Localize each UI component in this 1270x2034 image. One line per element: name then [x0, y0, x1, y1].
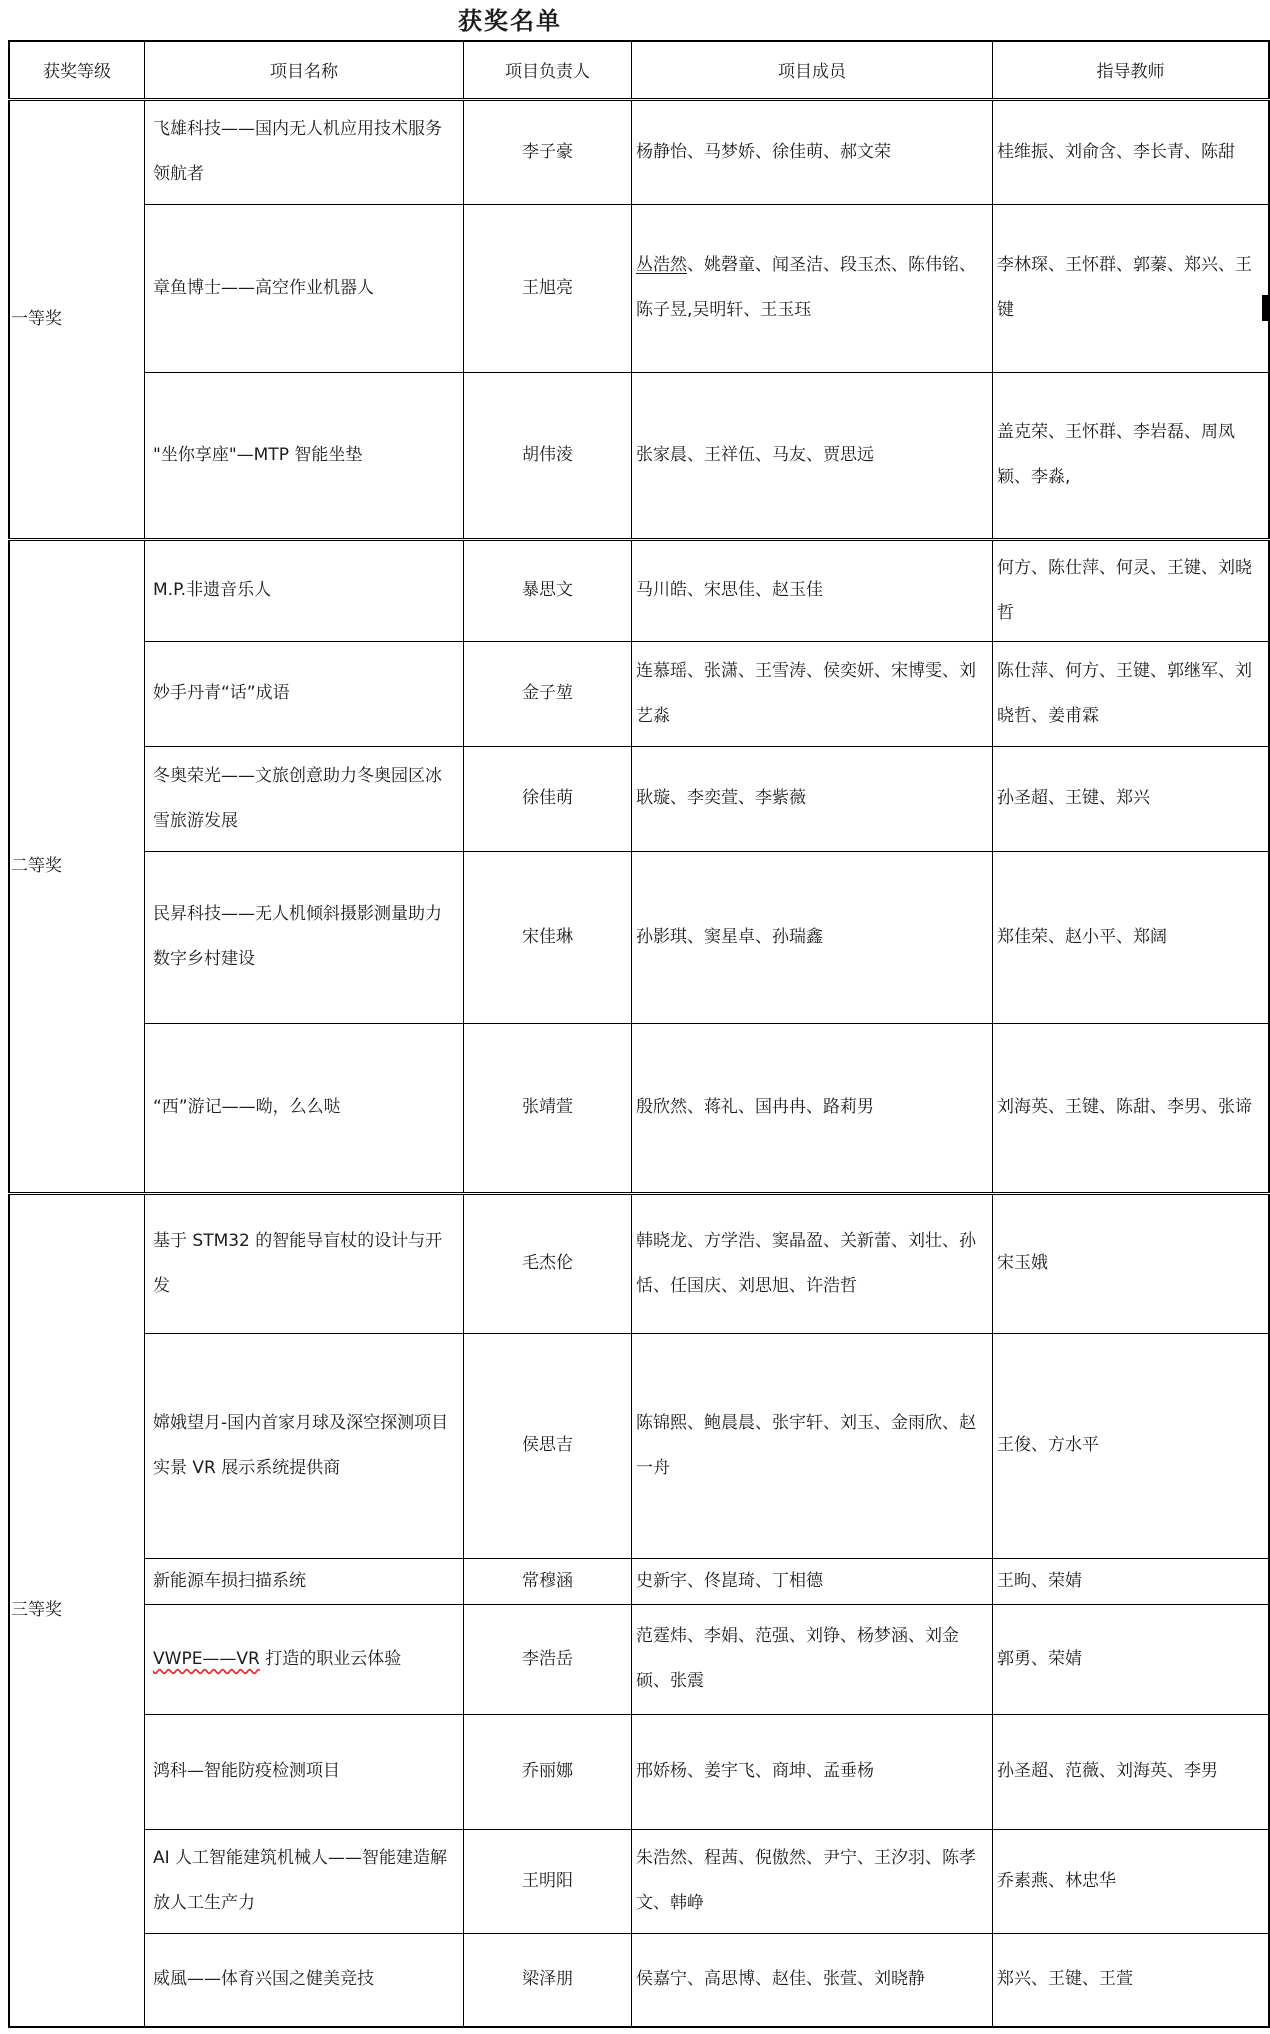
advisor-teachers-cell: 孙圣超、范薇、刘海英、李男	[993, 1714, 1270, 1829]
project-name-cell: AI 人工智能建筑机械人——智能建造解放人工生产力	[145, 1829, 464, 1933]
project-name-cell: 章鱼博士——高空作业机器人	[145, 204, 464, 372]
table-row	[9, 1933, 1269, 2027]
project-leader-cell: 金子堃	[464, 641, 632, 746]
table-row	[9, 204, 1269, 372]
project-name-cell: 妙手丹青“话”成语	[145, 641, 464, 746]
advisor-teachers-cell: 郭勇、荣婧	[993, 1604, 1270, 1714]
project-members-cell: 孙影琪、窦星卓、孙瑞鑫	[632, 851, 993, 1023]
table-row	[9, 539, 1269, 641]
award-table	[8, 40, 1270, 2028]
advisor-teachers-cell: 郑佳荣、赵小平、郑阔	[993, 851, 1270, 1023]
table-row	[9, 1333, 1269, 1558]
project-members-cell: 朱浩然、程茜、倪傲然、尹宁、王汐羽、陈孝文、韩峥	[632, 1829, 993, 1933]
advisor-teachers-cell: 乔素燕、林忠华	[993, 1829, 1270, 1933]
project-leader-cell: 徐佳萌	[464, 746, 632, 851]
advisor-teachers-cell: 陈仕萍、何方、王键、郭继军、刘晓哲、姜甫霖	[993, 641, 1270, 746]
text-segment: 、姚磬童、闻圣洁、段玉杰、陈伟铭、陈子昱,吴明轩、王玉珏	[636, 255, 976, 320]
award-level-cell: 一等奖	[9, 99, 145, 539]
column-header: 项目成员	[632, 41, 993, 99]
right-edge-artifact	[1262, 295, 1270, 321]
project-name-cell: 威風——体育兴国之健美竞技	[145, 1933, 464, 2027]
project-members-cell: 邢娇杨、姜宇飞、商坤、孟垂杨	[632, 1714, 993, 1829]
table-row	[9, 851, 1269, 1023]
advisor-teachers-cell: 孙圣超、王键、郑兴	[993, 746, 1270, 851]
project-members-cell: 陈锦熙、鲍晨晨、张宇轩、刘玉、金雨欣、赵一舟	[632, 1333, 993, 1558]
table-row	[9, 1829, 1269, 1933]
project-leader-cell: 毛杰伦	[464, 1193, 632, 1333]
table-row	[9, 746, 1269, 851]
award-level-cell: 三等奖	[9, 1193, 145, 2027]
wavy-underlined-text: VWPE——VR	[153, 1648, 260, 1669]
project-members-cell: 连慕瑶、张潇、王雪涛、侯奕妍、宋博雯、刘艺淼	[632, 641, 993, 746]
project-leader-cell: 乔丽娜	[464, 1714, 632, 1829]
project-leader-cell: 王旭亮	[464, 204, 632, 372]
project-members-cell: 马川皓、宋思佳、赵玉佳	[632, 539, 993, 641]
project-members-cell: 范霆炜、李娟、范强、刘铮、杨梦涵、刘金硕、张震	[632, 1604, 993, 1714]
project-members-cell: 耿璇、李奕萱、李紫薇	[632, 746, 993, 851]
project-name-cell: 冬奥荣光——文旅创意助力冬奥园区冰雪旅游发展	[145, 746, 464, 851]
column-header: 获奖等级	[9, 41, 145, 99]
project-name-cell: 新能源车损扫描系统	[145, 1558, 464, 1604]
advisor-teachers-cell: 何方、陈仕萍、何灵、王键、刘晓哲	[993, 539, 1270, 641]
text-segment: 打造的职业云体验	[259, 1648, 402, 1669]
award-level-cell: 二等奖	[9, 539, 145, 1193]
advisor-teachers-cell: 郑兴、王键、王萱	[993, 1933, 1270, 2027]
project-leader-cell: 宋佳琳	[464, 851, 632, 1023]
project-members-cell: 韩晓龙、方学浩、窦晶盈、关新蕾、刘壮、孙恬、任国庆、刘思旭、许浩哲	[632, 1193, 993, 1333]
table-header	[9, 41, 1269, 99]
table-row	[9, 1023, 1269, 1193]
project-name-cell: “西”游记——呦，么么哒	[145, 1023, 464, 1193]
advisor-teachers-cell: 王俊、方水平	[993, 1333, 1270, 1558]
project-name-cell: 民昇科技——无人机倾斜摄影测量助力数字乡村建设	[145, 851, 464, 1023]
table-row	[9, 1558, 1269, 1604]
advisor-teachers-cell: 宋玉娥	[993, 1193, 1270, 1333]
project-name-cell: "坐你享座"—MTP 智能坐垫	[145, 372, 464, 539]
page-title: 获奖名单	[458, 7, 562, 35]
underlined-text: 丛浩然	[636, 255, 687, 275]
column-header: 项目负责人	[464, 41, 632, 99]
table-row	[9, 1714, 1269, 1829]
advisor-teachers-cell: 盖克荣、王怀群、李岩磊、周凤颖、李淼,	[993, 372, 1270, 539]
project-members-cell: 侯嘉宁、高思博、赵佳、张萱、刘晓静	[632, 1933, 993, 2027]
table-row	[9, 641, 1269, 746]
project-leader-cell: 梁泽朋	[464, 1933, 632, 2027]
project-members-cell: 张家晨、王祥伍、马友、贾思远	[632, 372, 993, 539]
project-leader-cell: 王明阳	[464, 1829, 632, 1933]
project-leader-cell: 张靖萱	[464, 1023, 632, 1193]
advisor-teachers-cell: 刘海英、王键、陈甜、李男、张谛	[993, 1023, 1270, 1193]
advisor-teachers-cell: 桂维振、刘俞含、李长青、陈甜	[993, 99, 1270, 204]
project-leader-cell: 暴思文	[464, 539, 632, 641]
project-members-cell: 史新宇、佟崑琦、丁相德	[632, 1558, 993, 1604]
table-row	[9, 1604, 1269, 1714]
project-leader-cell: 胡伟淩	[464, 372, 632, 539]
project-members-cell: 杨静怡、马梦娇、徐佳萌、郝文荣	[632, 99, 993, 204]
project-name-cell: 基于 STM32 的智能导盲杖的设计与开发	[145, 1193, 464, 1333]
table-row	[9, 372, 1269, 539]
project-name-cell: 飞雄科技——国内无人机应用技术服务领航者	[145, 99, 464, 204]
project-name-cell	[145, 1604, 464, 1714]
project-members-cell: 殷欣然、蒋礼、国冉冉、路莉男	[632, 1023, 993, 1193]
project-leader-cell: 李子豪	[464, 99, 632, 204]
advisor-teachers-cell: 李林琛、王怀群、郭蓁、郑兴、王键	[993, 204, 1270, 372]
column-header: 指导教师	[993, 41, 1270, 99]
header-row	[9, 41, 1269, 99]
table-row	[9, 1193, 1269, 1333]
project-members-cell	[632, 204, 993, 372]
table-row	[9, 99, 1269, 204]
project-name-cell: 嫦娥望月-国内首家月球及深空探测项目实景 VR 展示系统提供商	[145, 1333, 464, 1558]
advisor-teachers-cell: 王昫、荣婧	[993, 1558, 1270, 1604]
project-leader-cell: 常穆涵	[464, 1558, 632, 1604]
column-header: 项目名称	[145, 41, 464, 99]
project-name-cell: M.P.非遗音乐人	[145, 539, 464, 641]
project-name-cell: 鸿科—智能防疫检测项目	[145, 1714, 464, 1829]
project-leader-cell: 李浩岳	[464, 1604, 632, 1714]
table-body	[9, 99, 1269, 2027]
project-leader-cell: 侯思吉	[464, 1333, 632, 1558]
